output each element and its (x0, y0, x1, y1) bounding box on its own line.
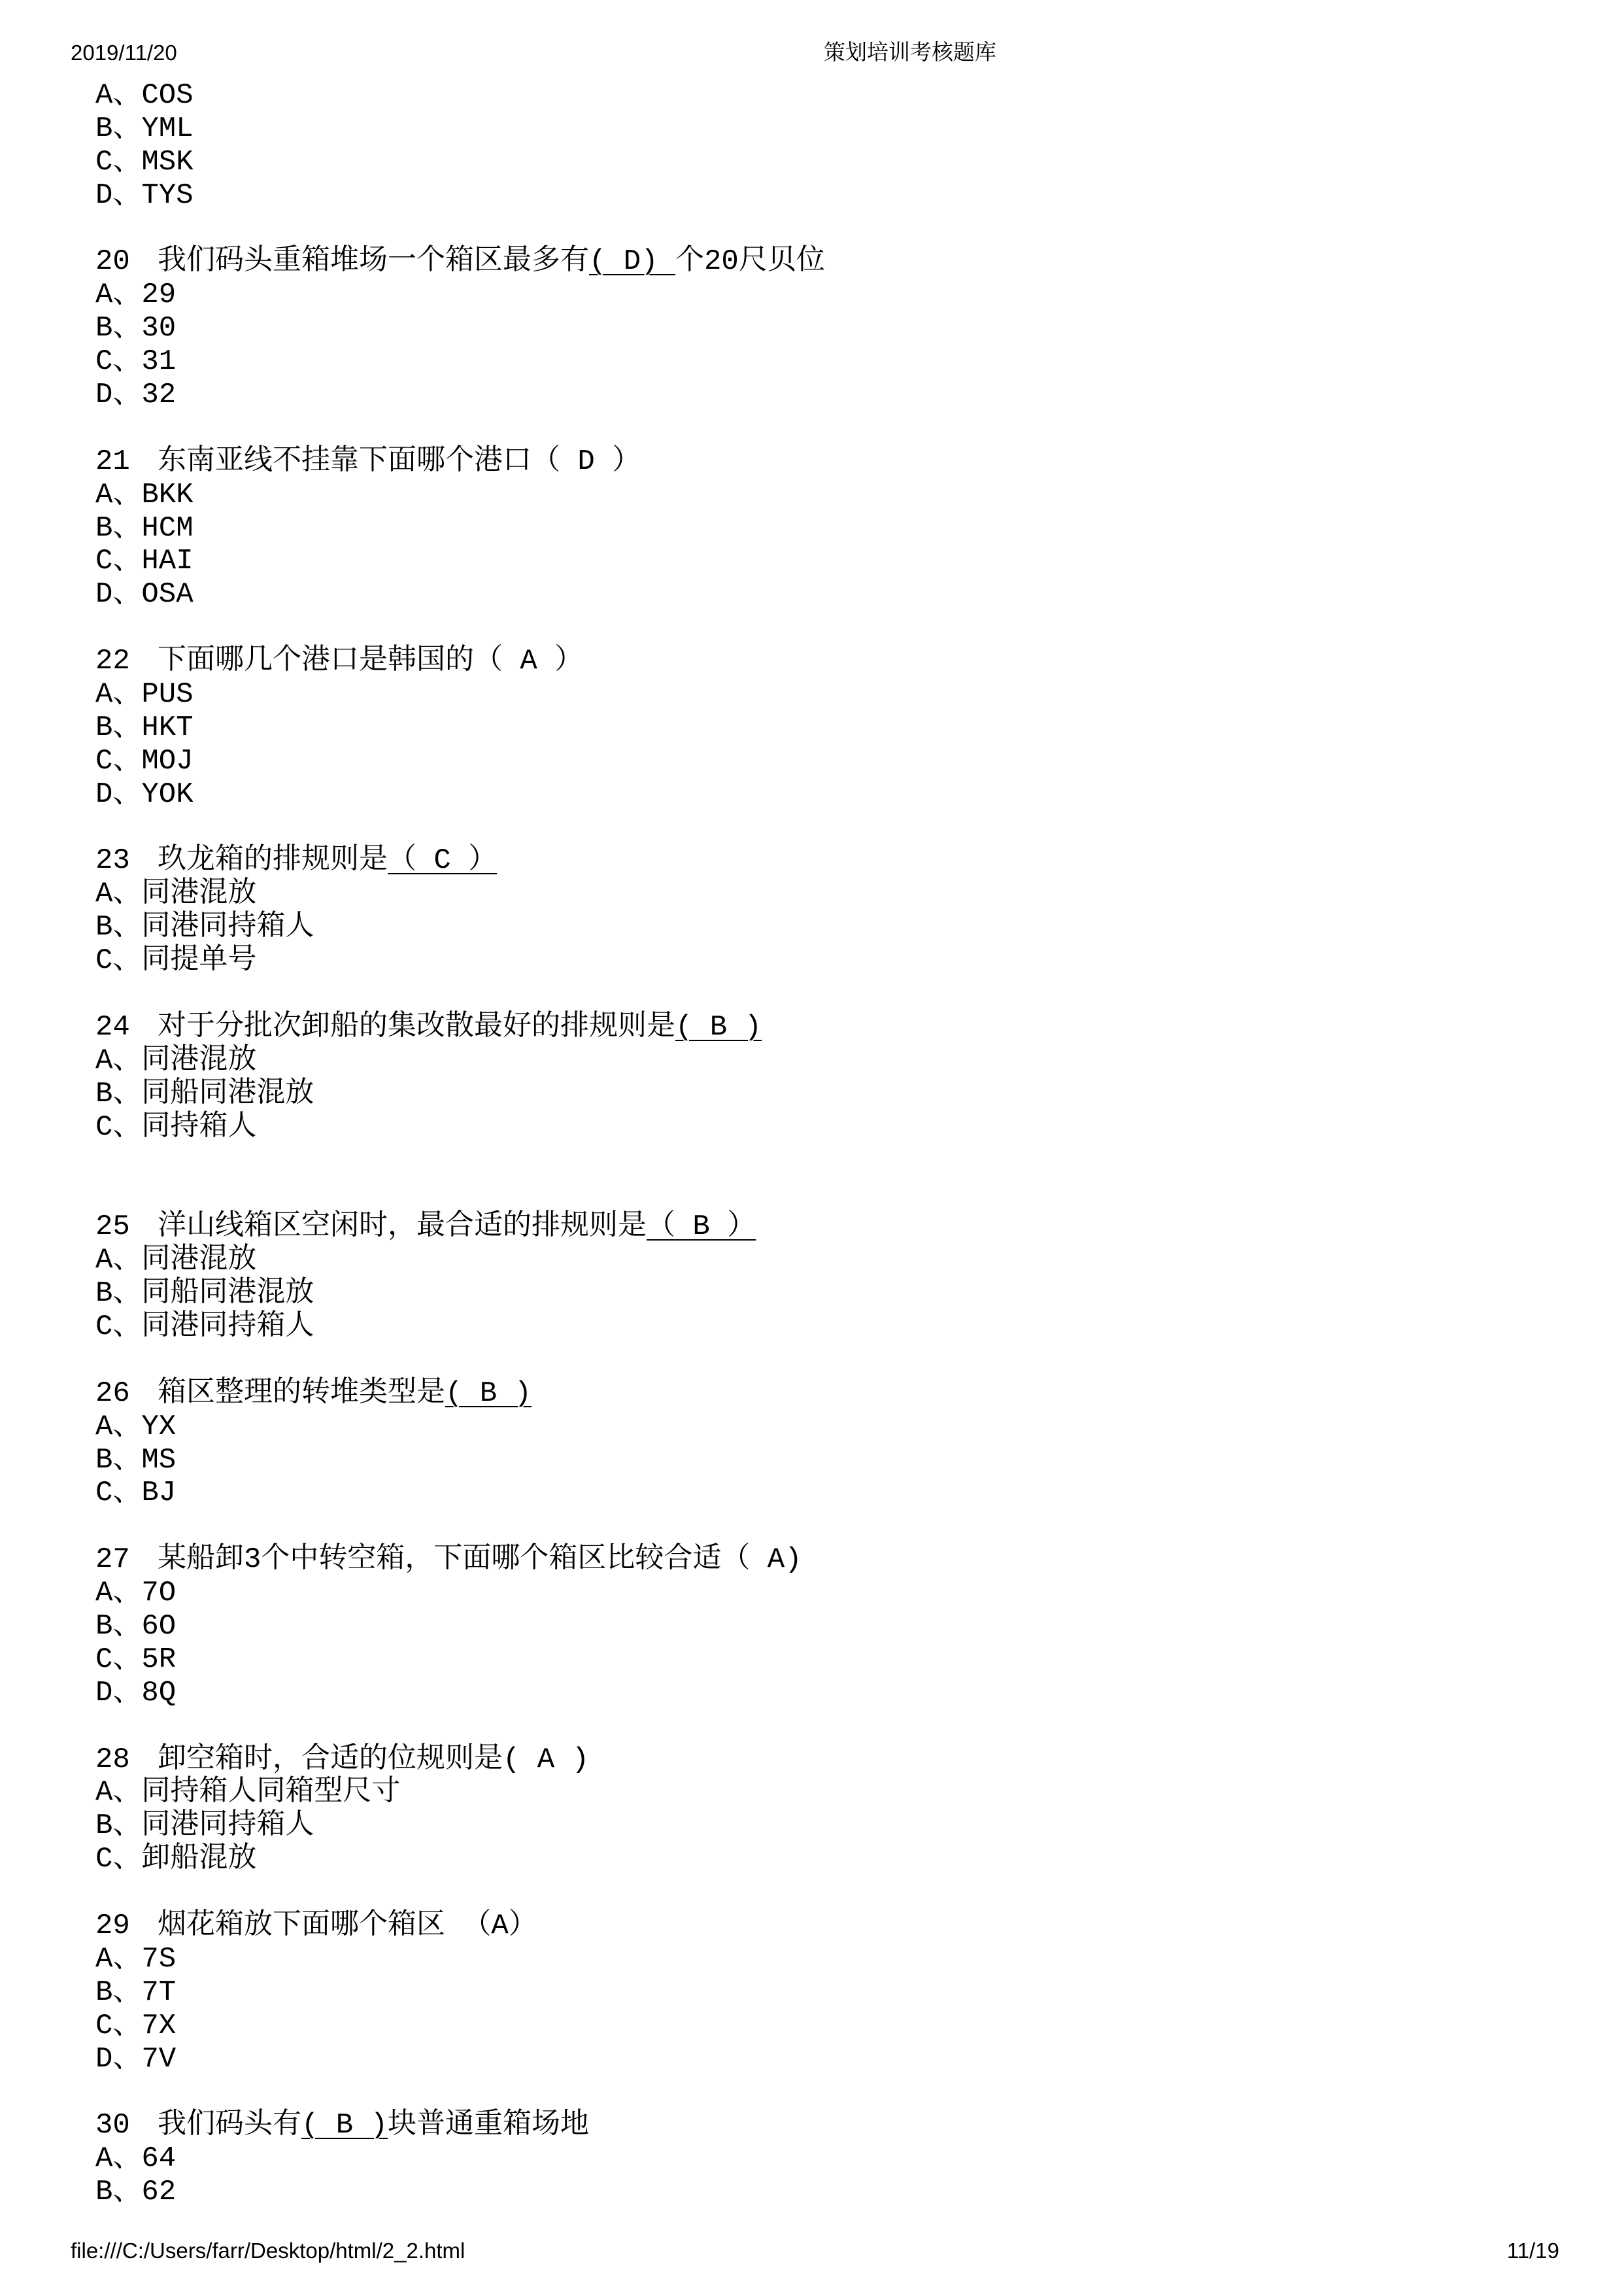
question-23 (95, 844, 1534, 978)
question-number: 25 (95, 1210, 130, 1244)
option-d: D、8Q (95, 1676, 177, 1709)
question-number: 24 (95, 1010, 130, 1044)
print-footer-url: file:///C:/Users/farr/Desktop/html/2_2.html (71, 2238, 465, 2263)
question-22 (95, 645, 1534, 811)
option-a: A、29 (95, 279, 177, 312)
option-b: B、62 (95, 2176, 177, 2209)
question-number: 20 (95, 245, 130, 279)
answer-blank: （ A) (721, 1543, 802, 1577)
answer-blank: ( B ) (675, 1010, 762, 1044)
question-26 (95, 1377, 1534, 1511)
option-a: A、同持箱人同箱型尺寸 (95, 1776, 401, 1809)
question-line (95, 1210, 1534, 1244)
option-a: A、7O (95, 1577, 177, 1610)
continued-options (95, 79, 1534, 213)
option-c: C、MSK (95, 145, 194, 179)
question-line (95, 1377, 1534, 1411)
question-text: 玖龙箱的排规则是 (158, 844, 388, 878)
option-b: B、YML (95, 112, 194, 145)
answer-blank: ( A ) (503, 1743, 590, 1776)
question-number: 26 (95, 1377, 130, 1410)
question-line (95, 1543, 1534, 1577)
question-text: 箱区整理的转堆类型是 (158, 1377, 445, 1410)
question-27 (95, 1543, 1534, 1709)
answer-blank: （ A ） (474, 645, 584, 678)
question-text: 我们码头重箱堆场一个箱区最多有 (158, 245, 589, 279)
option-c: C、31 (95, 345, 177, 379)
option-c: C、5R (95, 1643, 177, 1676)
option-c: C、MOJ (95, 744, 194, 778)
question-line (95, 1011, 1534, 1044)
question-28 (95, 1743, 1534, 1877)
question-text: 对于分批次卸船的集改散最好的排规则是 (158, 1010, 675, 1044)
answer-blank: （ D ） (532, 445, 641, 478)
option-a: A、BKK (95, 478, 194, 511)
question-number: 21 (95, 445, 130, 478)
question-line (95, 844, 1534, 878)
question-30 (95, 2109, 1534, 2209)
question-25 (95, 1210, 1534, 1344)
answer-blank: ( B ) (445, 1377, 532, 1410)
option-c: C、卸船混放 (95, 1843, 257, 1876)
answer-blank: （A） (462, 1910, 537, 1942)
answer-blank: （ C ） (388, 844, 498, 878)
option-d: D、OSA (95, 578, 194, 611)
question-number: 29 (95, 1910, 130, 1942)
question-text-end: 块普通重箱场地 (388, 2109, 590, 2142)
question-number: 22 (95, 645, 130, 678)
option-b: B、同港同持箱人 (95, 1809, 314, 1843)
question-line (95, 645, 1534, 678)
option-c: C、HAI (95, 545, 194, 578)
question-21 (95, 445, 1534, 611)
option-a: A、同港混放 (95, 1244, 257, 1277)
option-c: C、同港同持箱人 (95, 1310, 314, 1343)
question-text: 我们码头有 (158, 2109, 301, 2142)
question-line (95, 245, 1534, 279)
option-b: B、7T (95, 1976, 177, 2009)
option-b: B、同港同持箱人 (95, 911, 314, 944)
option-a: A、PUS (95, 678, 194, 711)
print-header-title: 策划培训考核题库 (824, 41, 996, 65)
question-text-end: 个20尺贝位 (675, 245, 825, 279)
question-29 (95, 1910, 1534, 2076)
answer-blank: （ B ） (647, 1210, 756, 1244)
question-line (95, 2109, 1534, 2142)
print-header-date: 2019/11/20 (71, 41, 177, 65)
question-text: 下面哪几个港口是韩国的 (158, 645, 474, 678)
question-24 (95, 1011, 1534, 1144)
option-b: B、HKT (95, 711, 194, 744)
question-text: 烟花箱放下面哪个箱区 (158, 1910, 463, 1942)
option-a: A、64 (95, 2142, 177, 2176)
question-number: 30 (95, 2109, 130, 2142)
option-c: C、7X (95, 2009, 177, 2042)
question-number: 28 (95, 1743, 130, 1776)
option-c: C、同提单号 (95, 944, 257, 978)
print-footer-page-number: 11/19 (1506, 2238, 1559, 2263)
option-b: B、同船同港混放 (95, 1077, 314, 1110)
question-line (95, 1743, 1534, 1777)
option-a: A、同港混放 (95, 1044, 257, 1077)
question-text: 东南亚线不挂靠下面哪个港口 (158, 445, 532, 478)
option-a: A、7S (95, 1942, 177, 1976)
question-text: 卸空箱时，合适的位规则是 (158, 1743, 503, 1776)
answer-blank: ( B ) (301, 2109, 388, 2142)
option-c: C、同持箱人 (95, 1110, 257, 1144)
option-a: A、同港混放 (95, 878, 257, 911)
option-b: B、HCM (95, 511, 194, 545)
question-number: 27 (95, 1543, 130, 1577)
question-line (95, 445, 1534, 479)
option-d: D、32 (95, 379, 177, 412)
question-20 (95, 245, 1534, 411)
question-line (95, 1910, 1534, 1943)
option-c: C、BJ (95, 1477, 177, 1510)
question-text: 洋山线箱区空闲时，最合适的排规则是 (158, 1210, 647, 1244)
question-text: 某船卸3个中转空箱，下面哪个箱区比较合适 (158, 1543, 722, 1577)
option-b: B、30 (95, 312, 177, 345)
option-d: D、YOK (95, 778, 194, 811)
answer-blank: ( D) (589, 245, 676, 279)
question-bank-content (95, 79, 1534, 2209)
option-b: B、MS (95, 1443, 177, 1477)
option-d: D、TYS (95, 179, 194, 212)
option-b: B、6O (95, 1609, 177, 1643)
option-a: A、COS (95, 79, 194, 112)
question-number: 23 (95, 844, 130, 878)
option-b: B、同船同港混放 (95, 1277, 314, 1311)
option-a: A、YX (95, 1410, 177, 1443)
option-d: D、7V (95, 2042, 177, 2076)
